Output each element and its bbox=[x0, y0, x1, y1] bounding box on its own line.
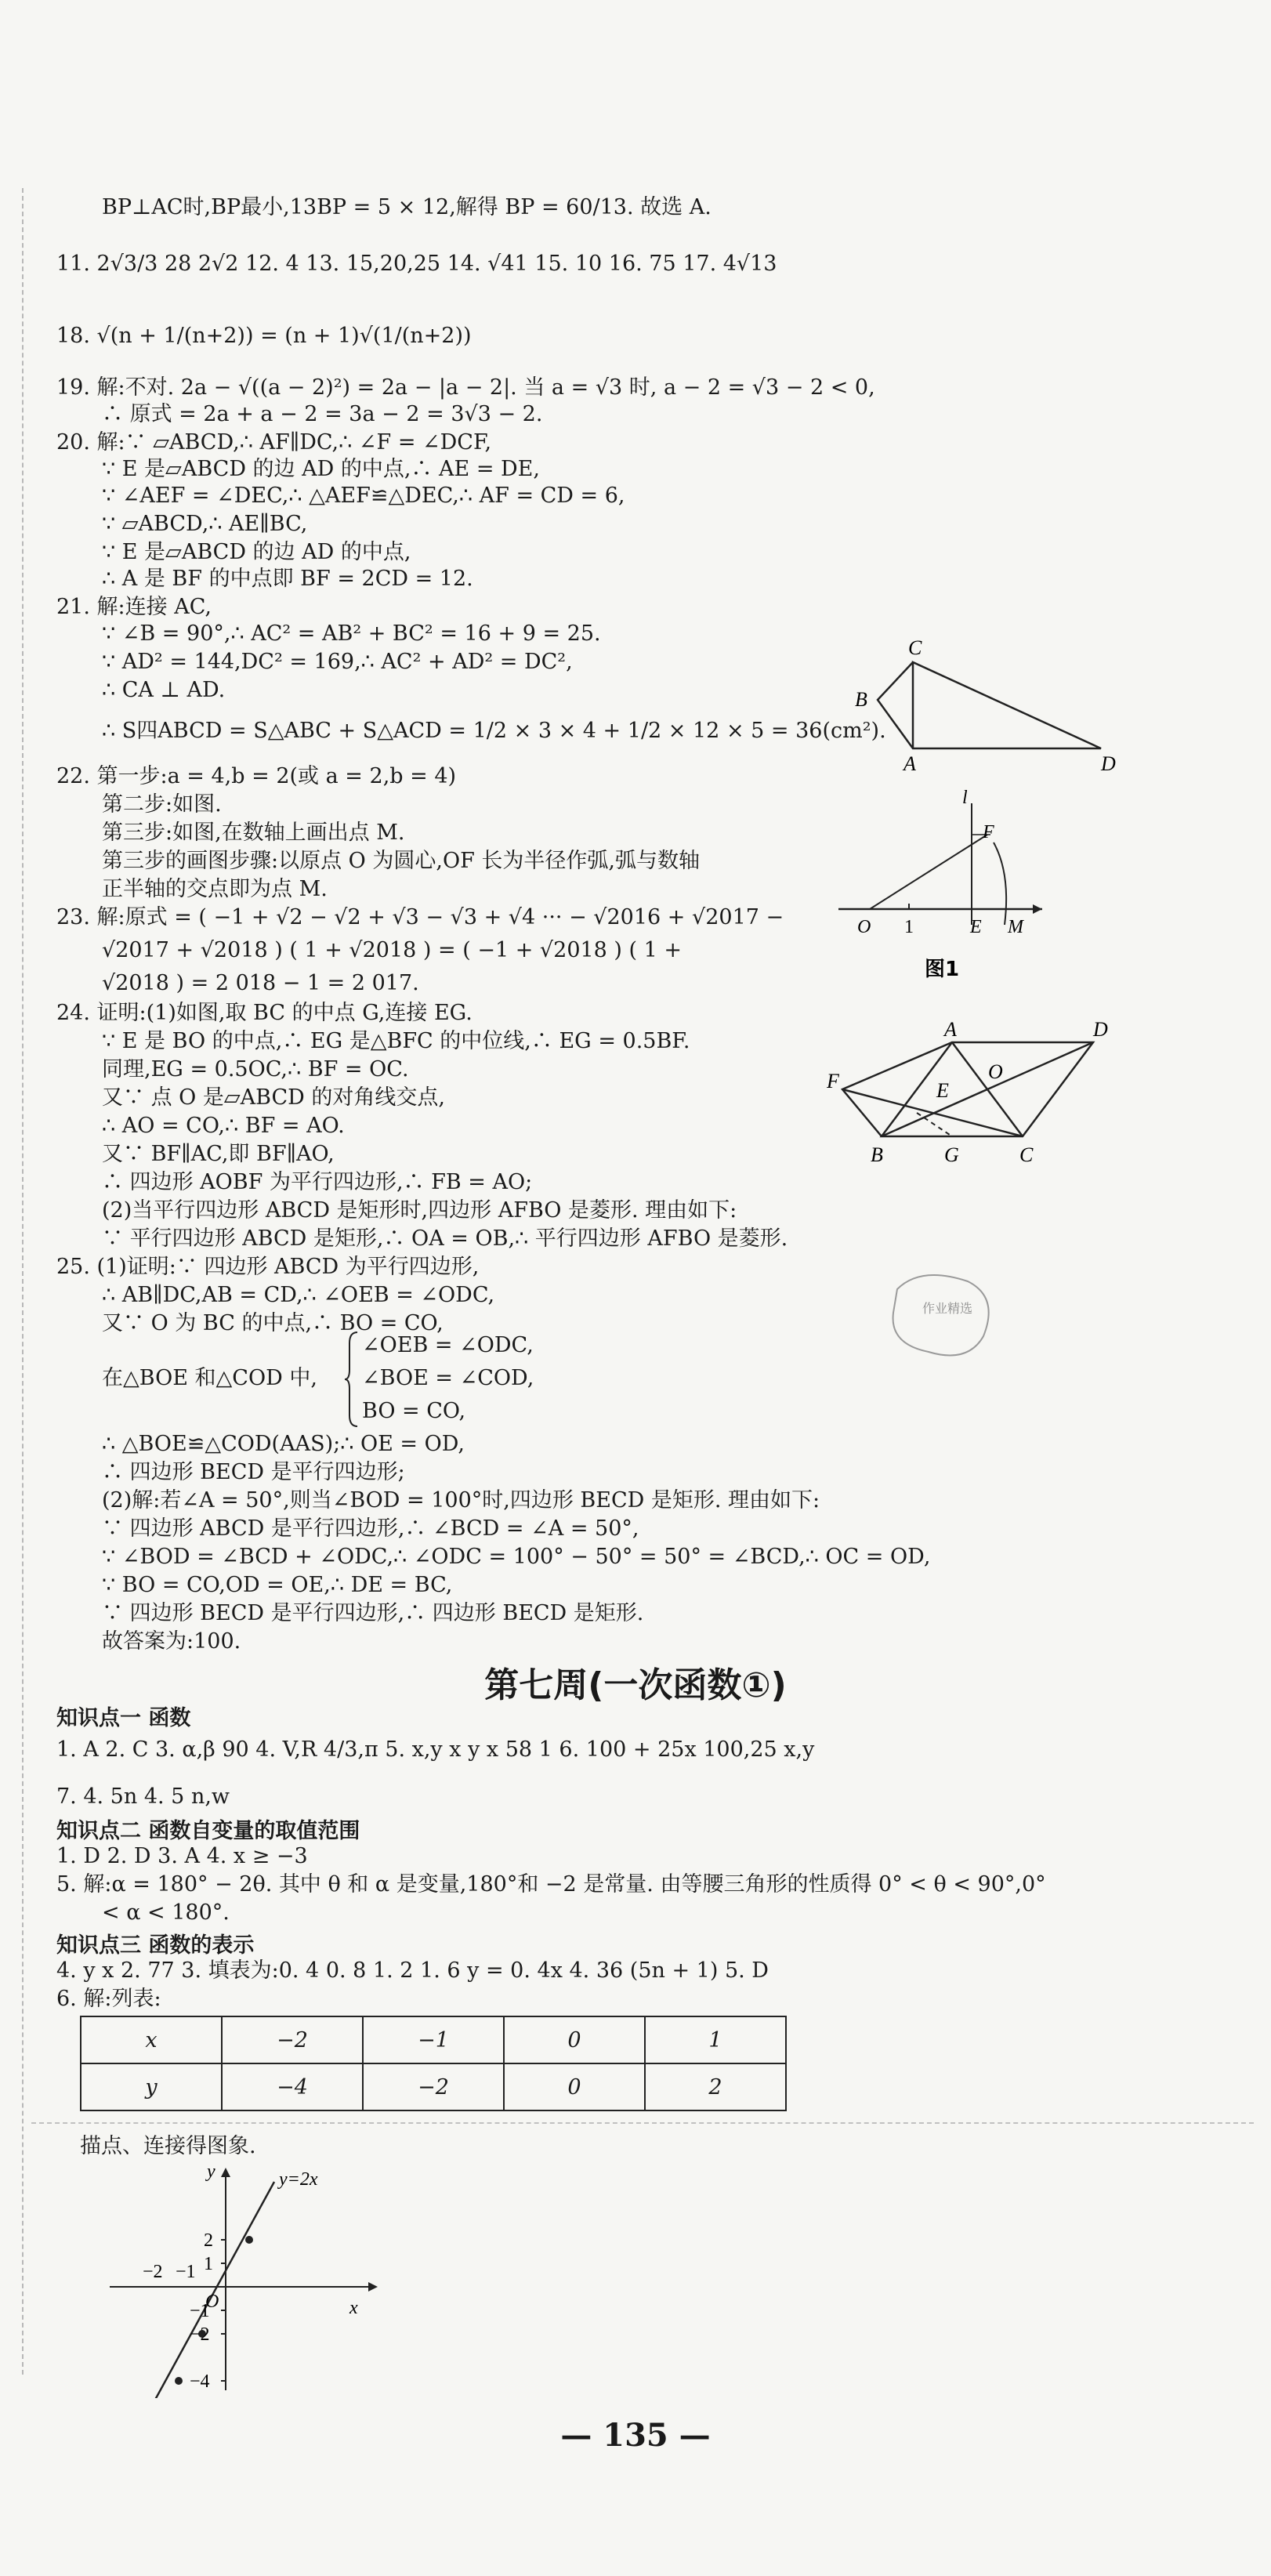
answer-line: 21. 解:连接 AC, bbox=[56, 595, 212, 619]
figure-label: l bbox=[962, 788, 968, 808]
answer-line: 在△BOE 和△COD 中, bbox=[102, 1366, 317, 1390]
answer-line: ∴ 四边形 BECD 是平行四边形; bbox=[102, 1460, 405, 1484]
answer-line: ∵ BO = CO,OD = OE,∴ DE = BC, bbox=[102, 1573, 453, 1597]
table-cell: y bbox=[81, 2063, 222, 2110]
answer-line: 7. 4. 5n 4. 5 n,w bbox=[56, 1784, 230, 1809]
answer-line: ∵ ▱ABCD,∴ AE∥BC, bbox=[102, 512, 308, 536]
table-cell: 2 bbox=[645, 2063, 786, 2110]
system-line: BO = CO, bbox=[362, 1399, 466, 1423]
answer-line: 11. 2√3/3 28 2√2 12. 4 13. 15,20,25 14. √41 15. 10 16. 75 17. 4√13 bbox=[56, 252, 777, 276]
figure-label: E bbox=[970, 917, 982, 937]
table-cell: x bbox=[81, 2016, 222, 2063]
answer-line: 5. 解:α = 180° − 2θ. 其中 θ 和 α 是变量,180°和 −2 是常量. 由等腰三角形的性质得 0° < θ < 90°,0° bbox=[56, 1872, 1046, 1897]
figure-label: F bbox=[827, 1070, 839, 1092]
page-number: — 135 — bbox=[560, 2417, 711, 2454]
answer-line: 第二步:如图. bbox=[102, 792, 222, 817]
number-line-figure bbox=[823, 788, 1050, 984]
answer-line: 第三步:如图,在数轴上画出点 M. bbox=[102, 821, 405, 845]
answer-line: 4. y x 2. 77 3. 填表为:0. 4 0. 8 1. 2 1. 6 y = 0. 4x 4. 36 (5n + 1) 5. D bbox=[56, 1958, 769, 1983]
answer-line: 又∵ O 为 BC 的中点,∴ BO = CO, bbox=[102, 1311, 444, 1335]
answer-line: 19. 解:不对. 2a − √((a − 2)²) = 2a − |a − 2|. 当 a = √3 时, a − 2 = √3 − 2 < 0, bbox=[56, 375, 875, 400]
table-row bbox=[81, 2016, 786, 2063]
figure-caption: 图1 bbox=[925, 958, 960, 981]
knowledge-point-heading: 知识点一 函数 bbox=[56, 1706, 191, 1730]
section-title: 第七周(一次函数①) bbox=[484, 1665, 787, 1705]
answer-line: ∵ E 是▱ABCD 的边 AD 的中点, bbox=[102, 540, 411, 564]
figure-label: A bbox=[944, 1019, 957, 1041]
axis-label: x bbox=[349, 2298, 358, 2318]
figure-label: D bbox=[1101, 752, 1116, 772]
answer-line: 6. 解:列表: bbox=[56, 1987, 161, 2011]
quadrilateral-figure bbox=[842, 631, 1117, 772]
tick-label: −2 bbox=[143, 2262, 163, 2282]
answer-line: 25. (1)证明:∵ 四边形 ABCD 为平行四边形, bbox=[56, 1255, 480, 1279]
figure-label: O bbox=[988, 1060, 1003, 1083]
tick-label: −2 bbox=[190, 2324, 210, 2345]
table-row bbox=[81, 2063, 786, 2110]
answer-line: ∴ AO = CO,∴ BF = AO. bbox=[102, 1114, 345, 1138]
figure-label: E bbox=[936, 1079, 949, 1102]
answer-line: ∵ ∠BOD = ∠BCD + ∠ODC,∴ ∠ODC = 100° − 50° = 50° = ∠BCD,∴ OC = OD, bbox=[102, 1545, 931, 1569]
line-label: y=2x bbox=[279, 2169, 318, 2190]
answer-line: 又∵ 点 O 是▱ABCD 的对角线交点, bbox=[102, 1085, 445, 1110]
origin-label: O bbox=[205, 2292, 219, 2312]
answer-line: ∴ A 是 BF 的中点即 BF = 2CD = 12. bbox=[102, 567, 473, 591]
tick-label: −1 bbox=[176, 2262, 196, 2282]
tick-label: −4 bbox=[190, 2371, 210, 2392]
table-cell: −1 bbox=[363, 2016, 504, 2063]
system-brace bbox=[345, 1331, 360, 1428]
table-cell: −2 bbox=[222, 2016, 363, 2063]
tick-label: 2 bbox=[204, 2230, 213, 2251]
answer-line: ∴ S四ABCD = S△ABC + S△ACD = 1/2 × 3 × 4 + 1/2 × 12 × 5 = 36(cm²). bbox=[102, 719, 886, 743]
answer-line: ∴ 原式 = 2a + a − 2 = 3a − 2 = 3√3 − 2. bbox=[102, 402, 543, 426]
knowledge-point-heading: 知识点二 函数自变量的取值范围 bbox=[56, 1819, 360, 1843]
table-cell: 0 bbox=[504, 2016, 645, 2063]
figure-label: B bbox=[871, 1143, 883, 1166]
answer-line: ∴ CA ⊥ AD. bbox=[102, 678, 226, 702]
answer-line: < α < 180°. bbox=[102, 1900, 230, 1925]
answer-line: ∵ 四边形 BECD 是平行四边形,∴ 四边形 BECD 是矩形. bbox=[102, 1601, 644, 1625]
answer-line: ∵ 四边形 ABCD 是平行四边形,∴ ∠BCD = ∠A = 50°, bbox=[102, 1516, 639, 1541]
table-cell: −2 bbox=[363, 2063, 504, 2110]
answer-line: ∵ 平行四边形 ABCD 是矩形,∴ OA = OB,∴ 平行四边形 AFBO 是菱形. bbox=[102, 1226, 788, 1251]
answer-line: 23. 解:原式 = ( −1 + √2 − √2 + √3 − √3 + √4 ··· − √2016 + √2017 − bbox=[56, 905, 784, 929]
system-line: ∠BOE = ∠COD, bbox=[362, 1366, 534, 1390]
answer-line: ∴ AB∥DC,AB = CD,∴ ∠OEB = ∠ODC, bbox=[102, 1283, 495, 1307]
answer-line: 同理,EG = 0.5OC,∴ BF = OC. bbox=[102, 1057, 409, 1081]
knowledge-point-heading: 知识点三 函数的表示 bbox=[56, 1933, 255, 1958]
figure-label: 1 bbox=[904, 917, 914, 937]
answer-line: 1. D 2. D 3. A 4. x ≥ −3 bbox=[56, 1844, 308, 1868]
parallelogram-figure bbox=[827, 1019, 1117, 1168]
answer-line: 第三步的画图步骤:以原点 O 为圆心,OF 长为半径作弧,弧与数轴 bbox=[102, 849, 701, 873]
value-table bbox=[80, 2016, 787, 2111]
table-cell: −4 bbox=[222, 2063, 363, 2110]
answer-line: 18. √(n + 1/(n+2)) = (n + 1)√(1/(n+2)) bbox=[56, 324, 472, 348]
binding-margin-line bbox=[22, 188, 24, 2375]
figure-label: C bbox=[1019, 1143, 1034, 1166]
answer-line: ∵ E 是 BO 的中点,∴ EG 是△BFC 的中位线,∴ EG = 0.5BF. bbox=[102, 1029, 690, 1053]
divider bbox=[31, 2122, 1254, 2124]
answer-line: BP⊥AC时,BP最小,13BP = 5 × 12,解得 BP = 60/13. 故选 A. bbox=[102, 195, 712, 219]
stamp-text: 作业精选 bbox=[922, 1301, 973, 1316]
figure-label: C bbox=[908, 636, 922, 659]
answer-line: 24. 证明:(1)如图,取 BC 的中点 G,连接 EG. bbox=[56, 1001, 473, 1025]
figure-label: B bbox=[855, 688, 867, 711]
answer-line: 描点、连接得图象. bbox=[80, 2134, 256, 2158]
answer-line: (2)当平行四边形 ABCD 是矩形时,四边形 AFBO 是菱形. 理由如下: bbox=[102, 1198, 737, 1223]
axis-label: y bbox=[207, 2163, 215, 2182]
answer-line: √2018 ) = 2 018 − 1 = 2 017. bbox=[102, 971, 419, 995]
table-cell: 1 bbox=[645, 2016, 786, 2063]
answer-line: 又∵ BF∥AC,即 BF∥AO, bbox=[102, 1142, 335, 1166]
answer-line: ∵ ∠AEF = ∠DEC,∴ △AEF≌△DEC,∴ AF = CD = 6, bbox=[102, 484, 625, 508]
function-graph bbox=[94, 2163, 392, 2398]
answer-line: 正半轴的交点即为点 M. bbox=[102, 877, 328, 901]
answer-line: ∵ AD² = 144,DC² = 169,∴ AC² + AD² = DC², bbox=[102, 650, 573, 674]
figure-label: G bbox=[944, 1143, 959, 1166]
answer-line: 20. 解:∵ ▱ABCD,∴ AF∥DC,∴ ∠F = ∠DCF, bbox=[56, 430, 492, 455]
tick-label: 1 bbox=[204, 2254, 213, 2274]
answer-line: 1. A 2. C 3. α,β 90 4. V,R 4/3,π 5. x,y x y x 58 1 6. 100 + 25x 100,25 x,y bbox=[56, 1737, 815, 1762]
answer-line: ∵ ∠B = 90°,∴ AC² = AB² + BC² = 16 + 9 = 25. bbox=[102, 621, 601, 646]
answer-line: 22. 第一步:a = 4,b = 2(或 a = 2,b = 4) bbox=[56, 764, 457, 788]
answer-line: ∴ 四边形 AOBF 为平行四边形,∴ FB = AO; bbox=[102, 1170, 533, 1194]
figure-label: D bbox=[1093, 1019, 1108, 1041]
answer-line: (2)解:若∠A = 50°,则当∠BOD = 100°时,四边形 BECD 是矩形. 理由如下: bbox=[102, 1488, 820, 1513]
figure-label: O bbox=[857, 917, 871, 937]
tick-label: −1 bbox=[190, 2301, 210, 2321]
figure-label: M bbox=[1008, 917, 1023, 937]
answer-line: ∴ △BOE≌△COD(AAS);∴ OE = OD, bbox=[102, 1432, 465, 1456]
answer-line: √2017 + √2018 ) ( 1 + √2018 ) = ( −1 + √2018 ) ( 1 + bbox=[102, 938, 683, 962]
table-cell: 0 bbox=[504, 2063, 645, 2110]
homework-stamp bbox=[882, 1266, 999, 1368]
answer-line: ∵ E 是▱ABCD 的边 AD 的中点,∴ AE = DE, bbox=[102, 457, 540, 481]
figure-label: F bbox=[983, 822, 994, 842]
answer-line: 故答案为:100. bbox=[102, 1629, 241, 1654]
system-line: ∠OEB = ∠ODC, bbox=[362, 1333, 534, 1357]
figure-label: A bbox=[903, 752, 916, 772]
